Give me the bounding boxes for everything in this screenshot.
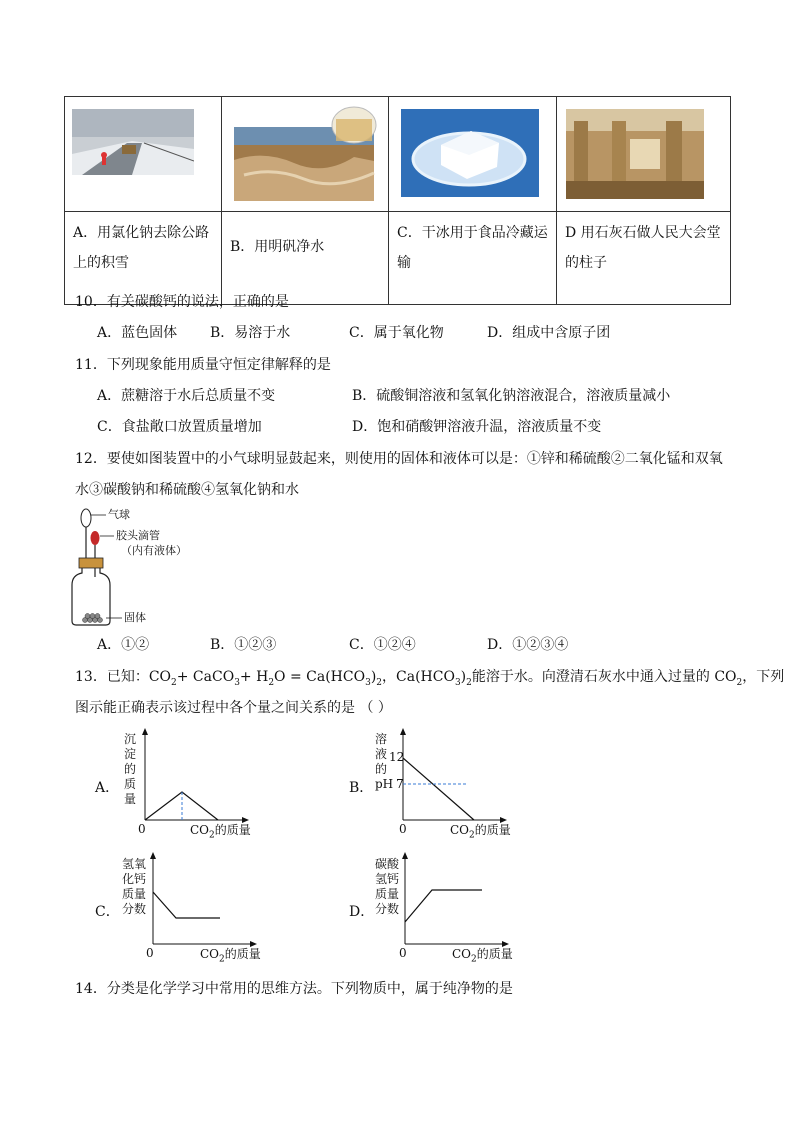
graph-c-axes — [148, 852, 258, 947]
graph-b-line — [403, 758, 474, 820]
q12-option-a: A．①② — [97, 637, 150, 653]
solid-pellets — [83, 614, 103, 623]
snow-road-photo — [72, 109, 194, 175]
graph-b-tick-7: 7 — [396, 777, 404, 791]
graph-b-origin: 0 — [399, 822, 407, 836]
q13-text-g: ) — [460, 669, 467, 685]
cell-dry-ice — [389, 97, 557, 212]
xlabel-text: CO — [200, 947, 220, 961]
q13-text-b: + CaCO — [176, 669, 235, 685]
graph-d-axes — [400, 852, 510, 947]
q13-text-d: O = Ca(HCO — [274, 669, 366, 685]
label-solid: 固体 — [124, 611, 146, 624]
sub: 2 — [209, 830, 215, 841]
q11-stem: 11．下列现象能用质量守恒定律解释的是 — [75, 357, 331, 373]
graph-b-xlabel — [450, 821, 511, 840]
xlabel-text: 的质量 — [224, 947, 261, 961]
cell-road-snow — [65, 97, 222, 212]
ylabel-char: 的 — [375, 762, 388, 776]
q10-option-d: D．组成中含原子团 — [487, 325, 611, 341]
q11-option-d: D．饱和硝酸钾溶液升温，溶液质量不变 — [352, 419, 602, 435]
graph-a-letter: A． — [95, 780, 120, 796]
ylabel-char: 量 — [124, 792, 137, 806]
sub: 3 — [234, 677, 240, 688]
q10-stem: 10．有关碳酸钙的说法，正确的是 — [75, 294, 289, 310]
q13-text-h: 能溶于水。向澄清石灰水中通入过量的 CO — [471, 669, 737, 685]
graph-d-line — [405, 890, 482, 922]
q12-option-c: C．①②④ — [349, 637, 416, 653]
great-hall-photo — [566, 109, 704, 199]
ylabel-char: 质 — [124, 777, 137, 791]
dry-ice-photo — [401, 109, 539, 197]
xlabel-text: 的质量 — [476, 947, 513, 961]
caption-c: C．干冰用于食品冷藏运输 — [389, 212, 557, 305]
ylabel-char: 淀 — [124, 747, 137, 761]
ylabel-char: 氢钙 — [375, 872, 400, 886]
q13-text-a: 13．已知：CO — [75, 669, 172, 685]
sub: 2 — [466, 677, 472, 688]
xlabel-text: CO — [190, 823, 210, 837]
cell-pillars — [557, 97, 731, 212]
q13-text-e: ) — [370, 669, 377, 685]
graph-c-line — [153, 892, 220, 918]
ylabel-char: 化钙 — [122, 872, 147, 886]
ylabel-char: 质量 — [122, 887, 147, 901]
xlabel-text: 的质量 — [214, 823, 251, 837]
graph-a-line — [145, 792, 218, 820]
ylabel-char: 质量 — [375, 887, 400, 901]
label-dropper-note: （内有液体） — [121, 544, 187, 557]
ylabel-char: 分数 — [375, 902, 400, 916]
graph-b-letter: B． — [349, 780, 374, 796]
ylabel-char: 分数 — [122, 902, 147, 916]
sub: 2 — [268, 677, 275, 688]
graph-c-origin: 0 — [146, 946, 154, 960]
muddy-water-photo — [234, 105, 379, 203]
q11-option-b: B．硫酸铜溶液和氢氧化钠溶液混合，溶液质量减小 — [352, 388, 671, 404]
graph-d-letter: D． — [349, 904, 375, 920]
ylabel-char: 沉 — [124, 732, 137, 746]
q13-line2: 图示能正确表示该过程中各个量之间关系的是 （ ） — [75, 700, 392, 716]
graph-c-xlabel — [200, 945, 261, 964]
ylabel-char: 溶 — [375, 732, 388, 746]
q13-text-c: + H — [239, 669, 269, 685]
stopper — [79, 558, 103, 568]
image-table — [64, 96, 731, 305]
caption-b: B．用明矾净水 — [222, 212, 389, 305]
q12-option-b: B．①②③ — [210, 637, 277, 653]
graph-a-ylabel — [124, 732, 138, 807]
q12-stem-line2: 水③碳酸钠和稀硫酸④氢氧化钠和水 — [75, 482, 299, 498]
xlabel-text: 的质量 — [474, 823, 511, 837]
ylabel-char: pH — [375, 777, 394, 791]
q14-stem: 14．分类是化学学习中常用的思维方法。下列物质中，属于纯净物的是 — [75, 981, 513, 997]
q12-option-d: D．①②③④ — [487, 637, 569, 653]
sub: 2 — [376, 677, 383, 688]
q13-line1 — [75, 667, 784, 693]
caption-d: D 用石灰石做人民大会堂的柱子 — [557, 212, 731, 305]
graph-a-xlabel — [190, 821, 251, 840]
graph-c-letter: C． — [95, 904, 120, 920]
graph-b-axes — [398, 728, 508, 823]
sub: 3 — [365, 677, 371, 688]
sub: 2 — [469, 830, 475, 841]
ylabel-char: 氢氧 — [122, 857, 147, 871]
q12-stem-line1: 12．要使如图装置中的小气球明显鼓起来，则使用的固体和液体可以是：①锌和稀硫酸②二氧化锰和双氧 — [75, 451, 723, 467]
sub: 2 — [471, 954, 477, 965]
ylabel-char: 液 — [375, 747, 388, 761]
graph-a-axes — [140, 728, 250, 823]
balloon-shape — [81, 509, 91, 527]
label-balloon: 气球 — [108, 508, 130, 521]
graph-d-origin: 0 — [399, 946, 407, 960]
q11-option-a: A．蔗糖溶于水后总质量不变 — [97, 388, 276, 404]
graph-a-origin: 0 — [138, 822, 146, 836]
sub: 2 — [219, 954, 225, 965]
ylabel-char: 碳酸 — [375, 857, 400, 871]
cell-alum — [222, 97, 389, 212]
q10-option-b: B．易溶于水 — [210, 325, 291, 341]
xlabel-text: CO — [452, 947, 472, 961]
sub: 3 — [454, 677, 461, 688]
sub: 2 — [171, 677, 177, 688]
dropper-bulb — [91, 531, 100, 545]
graph-b-tick-12: 12 — [389, 750, 405, 764]
q11-option-c: C．食盐敞口放置质量增加 — [97, 419, 262, 435]
q13-text-i: ，下列 — [742, 669, 785, 685]
caption-a: A．用氯化钠去除公路上的积雪 — [65, 212, 222, 305]
graph-d-xlabel — [452, 945, 513, 964]
label-dropper: 胶头滴管 — [116, 529, 160, 542]
q10-option-c: C．属于氧化物 — [349, 325, 444, 341]
sub: 2 — [736, 677, 743, 688]
q13-text-f: ，Ca(HCO — [382, 669, 455, 685]
q10-option-a: A．蓝色固体 — [97, 325, 178, 341]
ylabel-char: 的 — [124, 762, 137, 776]
xlabel-text: CO — [450, 823, 470, 837]
